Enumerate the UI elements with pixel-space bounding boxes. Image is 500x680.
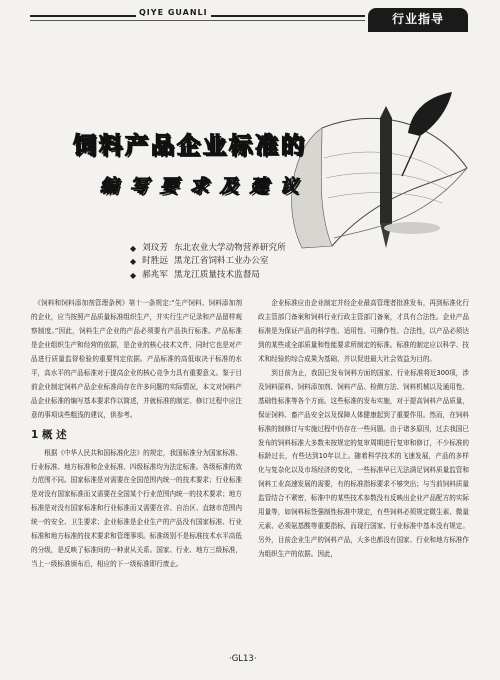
article-subtitle: 编写要求及建议 (100, 176, 310, 197)
section-tag-underline (368, 30, 468, 32)
author-name: 时胜远 (142, 256, 168, 267)
page-number: ·GL13· (229, 654, 257, 664)
author-affiliation: 黑龙江省饲料工业办公室 (173, 256, 269, 267)
author-entry (130, 242, 286, 255)
intro-paragraph: 《饲料和饲料添加剂管理条例》第十一条规定:“生产饲料、饲料添加剂的企业，应当按照产品质量标准组织生产，并实行生产记录和产品留样观察制度。”因此，饲料生产企业的产品必须要有产品执行标准。产品标准是企业组织生产和经营的依据，是企业的核心技术文件，同时它也是对产品进行质量监督检验的重要判定依据。产品标准的高低取决于标准的水平，高水平的产品标准对于提高企业的核心竞争力具有重要意义。鉴于目前企业制定饲料产品企业标准尚存在许多问题的实际情况，本文对饲料产品企业标准的编写基本要求作以简述，并就标准的制定、修订过程中应注意的事项谈些粗浅的建议，供参考。 (31, 299, 242, 419)
header-rule-thin (30, 20, 365, 21)
author-entry (130, 255, 286, 268)
section-heading: 1 概 述 (31, 428, 67, 441)
body-paragraph: 根据《中华人民共和国标准化法》的规定，我国标准分为国家标准、行业标准、地方标准和企业标准、四级标准均为法定标准。各级标准的效力范围不同。国家标准是对需要在全国范围内统一的技术要求；行业标准是对没有国家标准而又需要在全国某个行业范围内统一的技术要求；地方标准是对没有国家标准和行业标准而又需要在省、自治区、直辖市范围内统一的安全、卫生要求；企业标准是企业生产的产品没有国家标准、行业标准和地方标准的技术要求和管理事项。标准级别不是标准技术水平高低的分级，是反映了标准间的一种隶从关系。国家、行业、地方三级标准，当上一级标准颁布后，相应的下一级标准即行废止。 (31, 448, 242, 569)
left-column (31, 297, 242, 572)
author-affiliation: 黑龙江质量技术监督局 (173, 269, 260, 280)
author-affiliation: 东北农业大学动物营养研究所 (173, 243, 286, 253)
journal-label: QIYE GUANLI (136, 8, 211, 17)
bullet-diamond-icon: ◆ (130, 257, 137, 267)
author-list (130, 242, 286, 282)
right-column (258, 297, 469, 562)
section-tag: 行业指导 (368, 8, 468, 30)
author-name: 郝兆军 (142, 269, 168, 280)
article-title: 饲料产品企业标准的 (73, 133, 307, 159)
author-entry (130, 269, 286, 282)
body-paragraph: 企业标准应由企业制定并经企业最高管理者批准发布，再到标准化行政主管部门备案和饲料行业行政主管部门备案，才具有合法性。企业产品标准是为保证产品的科学性、适用性、可操作性、合法性，以产品必须达到的某些或全部质量和性能要求所制定的标准。标准的制定应以科学、技术和经验的综合成果为基础，并以促进最大社会效益为目的。 (258, 299, 469, 363)
bullet-diamond-icon: ◆ (130, 270, 137, 280)
body-paragraph: 到目前为止，我国已发布饲料方面的国家、行业标准将近300项，涉及饲料原料、饲料添加剂、饲料产品、检测方法、饲料机械以及通用性、基础性标准等各个方面。这些标准的发布实施，对于提高饲料产品质量，保证饲料、畜产品安全以及保障人体健康起到了重要作用。然而，在饲料标准的制修订与实施过程中仍存在一些问题。由于诸多原因，过去我国已发布的饲料标准大多数未按规定的复审周期进行复审和修订，不少标准的标龄过长，有些达到10年以上。随着科学技术的飞速发展，产品的多样化与复杂化以及市场经济的变化，一些标准早已无法满足饲料质量监管和饲料工业高速发展的需要，有的标准指标要求不够突出；与当前饲料质量监管结合不紧密，标准中的某些技术参数没有反映出企业产品配方的实际用量等，如饲料标签强制性标准中规定，有些饲料必须规定微生素、微量元素、必须氨基酸等重要指标，而现行国家、行业标准中基本没有规定。另外，目前企业生产的饲料产品，大多也都没有国家、行业和地方标准作为组织生产的依据。因此， (258, 368, 469, 559)
author-name: 刘玟芳 (142, 243, 168, 253)
bullet-diamond-icon: ◆ (130, 244, 137, 253)
